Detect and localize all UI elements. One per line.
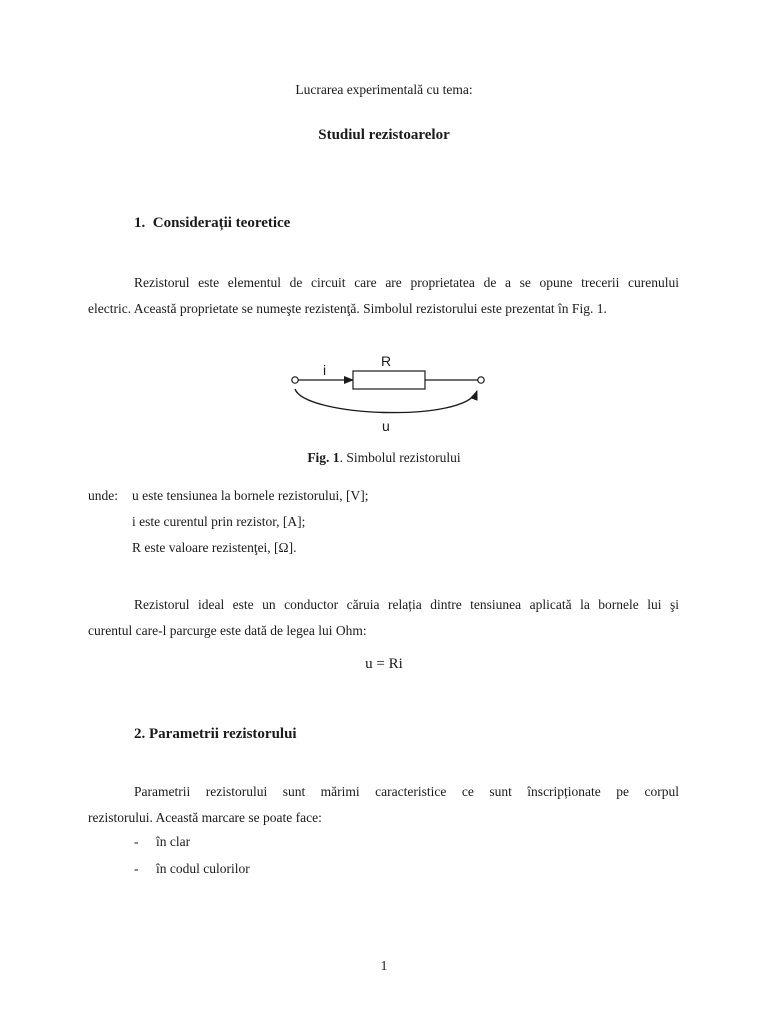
section-1-heading: 1. Considerații teoretice <box>134 215 291 231</box>
paragraph-line: curentul care-l parcurge este dată de legea lui Ohm: <box>88 623 367 638</box>
list-bullet: - <box>134 834 139 849</box>
paragraph-line: electric. Această proprietate se numeşte rezistenţă. Simbolul rezistorului este prezentat în Fig. 1. <box>88 301 607 316</box>
paragraph-line: Rezistorul este elementul de circuit care are proprietatea de a se opune trecerii curenului <box>134 275 679 290</box>
paragraph-line: Parametrii rezistorului sunt mărimi caracteristice ce sunt înscripționate pe corpul <box>134 784 679 799</box>
legend-item: i este curentul prin rezistor, [A]; <box>132 514 306 529</box>
voltage-arrow <box>295 389 477 413</box>
paragraph-line: rezistorului. Această marcare se poate face: <box>88 810 322 825</box>
figure-caption-text: . Simbolul rezistorului <box>339 450 461 465</box>
paragraph-line: Rezistorul ideal este un conductor căruia relația dintre tensiunea aplicată la bornele lui şi <box>134 597 679 612</box>
document-title: Studiul rezistoarelor <box>318 127 450 143</box>
section-1-paragraph-1 <box>88 270 679 322</box>
resistor-symbol-figure <box>280 345 500 440</box>
resistor-label: R <box>381 353 392 369</box>
document-subtitle: Lucrarea experimentală cu tema: <box>295 82 473 97</box>
figure-caption <box>0 450 768 466</box>
section-2-heading: 2. Parametrii rezistorului <box>134 726 297 742</box>
section-2-paragraph <box>88 779 679 831</box>
current-label: i <box>323 362 327 378</box>
resistor-body <box>353 371 425 389</box>
list-bullet: - <box>134 861 139 876</box>
page-number: 1 <box>380 958 388 973</box>
voltage-label: u <box>382 418 390 434</box>
legend-item: R este valoare rezistenţei, [Ω]. <box>132 540 297 555</box>
legend-label: unde: <box>88 488 118 503</box>
figure-caption-label: Fig. 1 <box>307 450 340 465</box>
left-terminal <box>292 377 298 383</box>
list-item-text: în clar <box>156 834 191 849</box>
ohm-law-equation: u = Ri <box>365 656 403 672</box>
legend-item: u este tensiunea la bornele rezistorului, [V]; <box>132 488 369 503</box>
section-1-paragraph-2 <box>88 592 679 644</box>
right-terminal <box>478 377 484 383</box>
list-item-text: în codul culorilor <box>156 861 250 876</box>
